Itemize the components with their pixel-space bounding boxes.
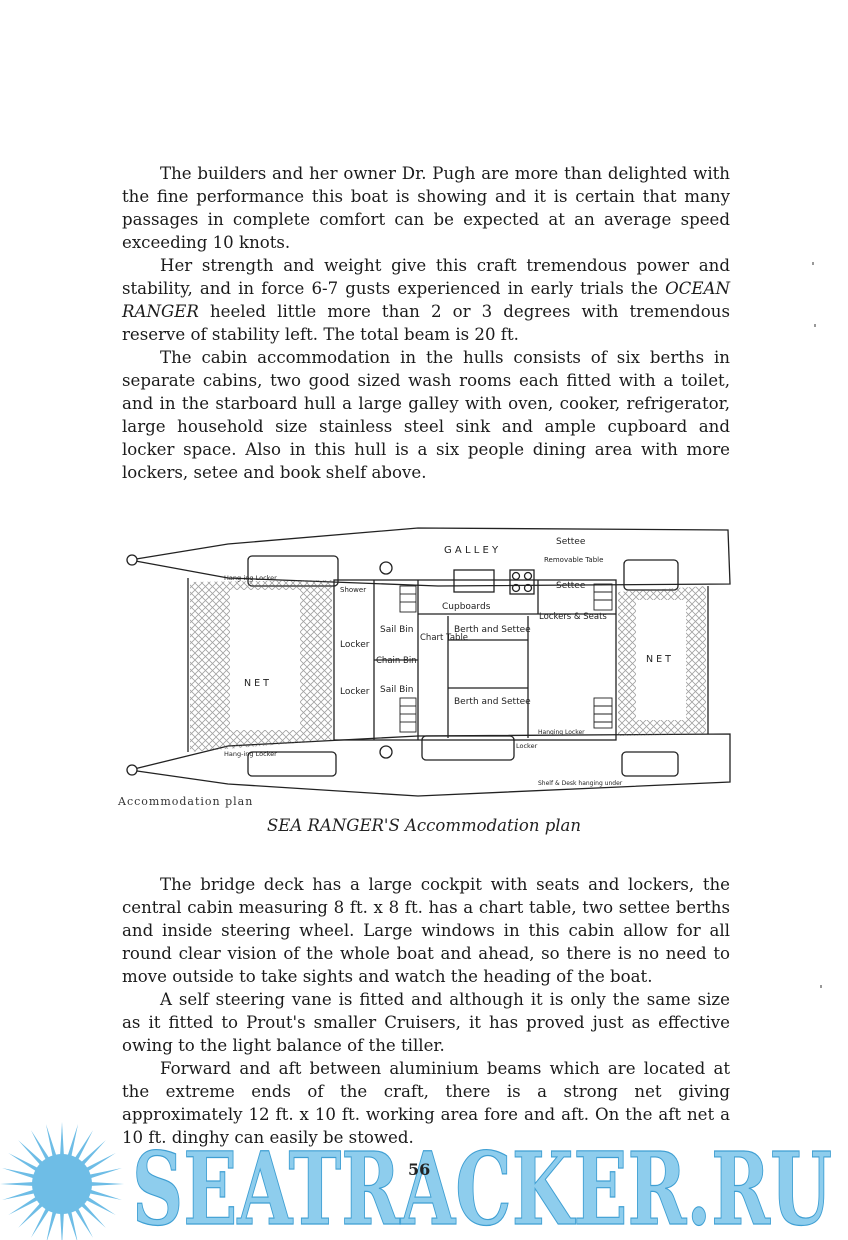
text-block-bottom xyxy=(122,873,730,1149)
sun-ray xyxy=(2,1168,35,1179)
paragraph: A self steering vane is fitted and although it is only the same size as it fitted to Prout's smaller Cruisers, it has proved just as effective owing to the light balance of the tiller. xyxy=(122,990,730,1055)
scan-speck xyxy=(814,324,816,327)
label-chain-bin: Chain Bin xyxy=(376,656,417,666)
label-shower: Shower xyxy=(340,586,367,594)
label-hanging-locker-2: Hang-ing Locker xyxy=(224,750,277,758)
label-net-right: N E T xyxy=(646,654,671,665)
accommodation-plan-drawing xyxy=(118,520,738,810)
label-hanging-locker-3: Hanging Locker xyxy=(538,729,585,736)
paragraph: The bridge deck has a large cockpit with seats and lockers, the central cabin measuring 8 ft. x 8 ft. has a chart table, two settee berths and inside steering wheel. Large windows in this cabin allow for all round clear vision of the whole boat and ahead, so there is no need to move outside to take sights and watch the heading of the boat. xyxy=(122,875,730,986)
paragraph: The cabin accommodation in the hulls consists of six berths in separate cabins, two good sized wash rooms each fitted with a toilet, and in the starboard hull a large galley with oven, cooker, refrigerator, large household size stainless steel sink and ample cupboard and locker space. Also in this hull is a six people dining area with more lockers, setee and book shelf above. xyxy=(122,348,730,482)
sun-ray xyxy=(46,1210,57,1240)
text-run: heeled little more than 2 or 3 degrees with tremendous reserve of stability left. The total beam is 20 ft. xyxy=(122,302,730,344)
paragraph: Forward and aft between aluminium beams which are located at the extreme ends of the craft, there is a strong net giving approximately 12 ft. x 10 ft. working area fore and aft. On the aft net a 10 ft. dinghy can easily be stowed. xyxy=(122,1059,730,1147)
sun-ray xyxy=(2,1189,35,1200)
sun-ray xyxy=(60,1122,64,1156)
label-cupboards: Cupboards xyxy=(442,602,491,612)
label-locker-1: Locker xyxy=(340,640,370,650)
sun-ray xyxy=(67,1210,78,1240)
label-galley: G A L L E Y xyxy=(444,545,499,556)
label-hanging-locker-1: Hang-ing Locker xyxy=(224,574,277,582)
label-sail-bin-1: Sail Bin xyxy=(380,625,414,635)
watermark-text: SEATRACKER.RU xyxy=(132,1130,832,1240)
scan-speck xyxy=(820,985,822,988)
label-sail-bin-2: Sail Bin xyxy=(380,685,414,695)
sun-ray xyxy=(67,1124,78,1157)
paragraph: The builders and her owner Dr. Pugh are more than delighted with the fine performance this boat is showing and it is certain that many passages in complete comfort can be expected at an average speed exceeding 10 knots. xyxy=(122,164,730,252)
label-berth-settee-2: Berth and Settee xyxy=(454,697,531,707)
figure-caption: SEA RANGER'S Accommodation plan xyxy=(267,816,581,835)
sun-ray xyxy=(0,1182,34,1186)
text-run: Her strength and weight give this craft tremendous power and stability, and in force 6-7 gusts experienced in early trials the xyxy=(122,256,730,298)
boat-name-first: OCEAN xyxy=(665,279,730,298)
label-removable-table: Removable Table xyxy=(544,556,604,564)
sun-ray xyxy=(88,1168,121,1179)
boat-name-second: RANGER xyxy=(122,302,199,321)
text-block-top xyxy=(122,162,730,484)
label-chart-table: Chart Table xyxy=(420,633,469,643)
label-locker-small: Locker xyxy=(516,742,538,750)
paragraph xyxy=(122,254,730,346)
sun-icon xyxy=(0,1122,124,1240)
sun-ray xyxy=(60,1212,64,1240)
label-shelf-desk: Shelf & Desk hanging under xyxy=(538,780,623,787)
sun-ray xyxy=(90,1182,124,1186)
label-berth-settee-1: Berth and Settee xyxy=(454,625,531,635)
sun-ray xyxy=(46,1124,57,1157)
page-number: 56 xyxy=(408,1160,431,1179)
label-locker-2: Locker xyxy=(340,687,370,697)
sun-ray xyxy=(88,1189,121,1200)
plan-label: Accommodation plan xyxy=(118,795,254,808)
label-lockers-seats: Lockers & Seats xyxy=(539,612,607,622)
label-net-left: N E T xyxy=(244,678,269,689)
label-settee-1: Settee xyxy=(556,537,586,547)
scan-speck xyxy=(812,262,814,265)
label-settee-2: Settee xyxy=(556,581,586,591)
